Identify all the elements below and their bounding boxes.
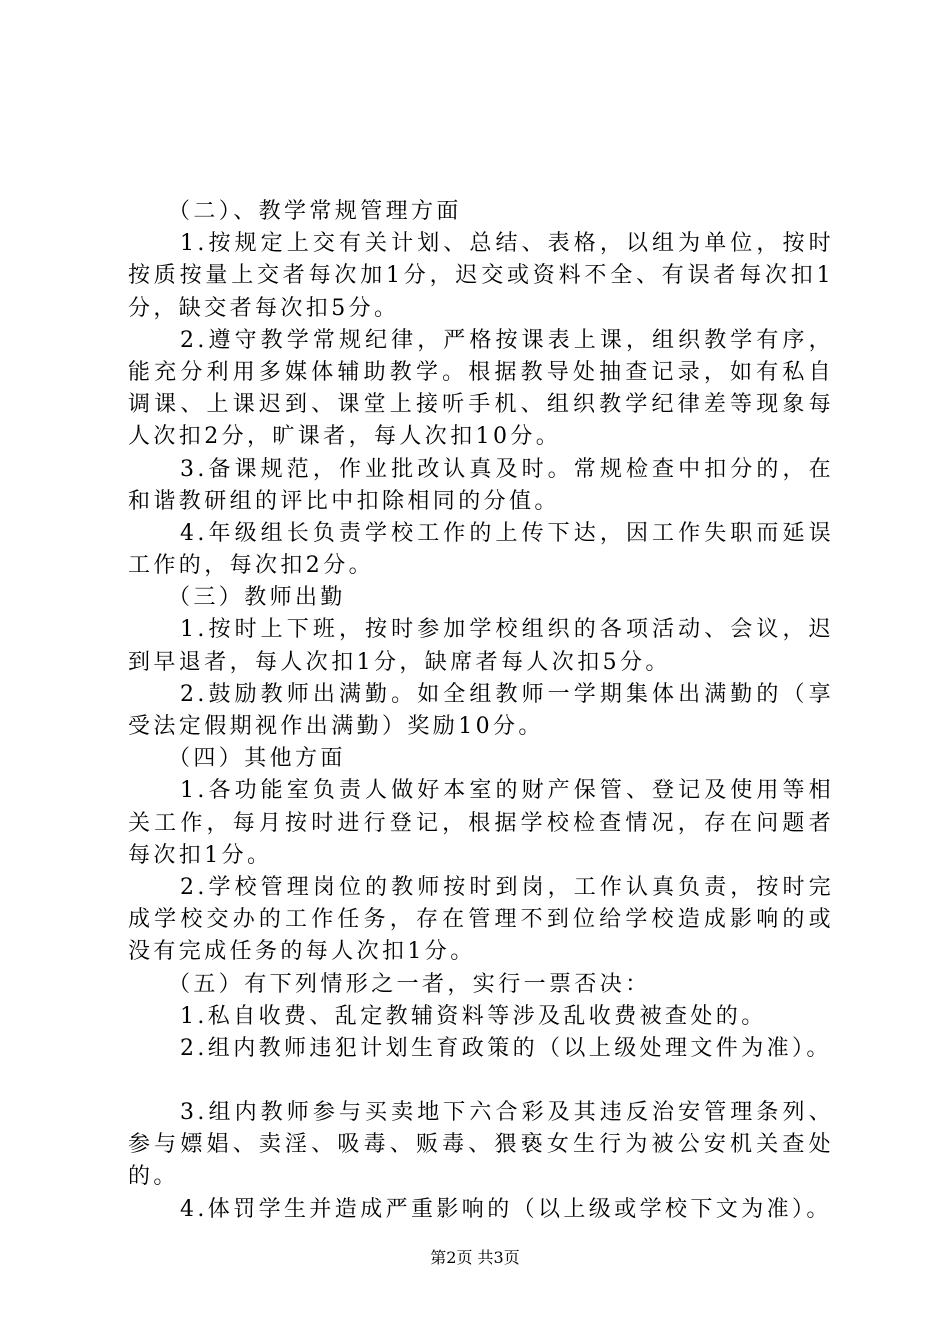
paragraph-line: 的。 [128, 1164, 179, 1190]
paragraph-line: 调课、上课迟到、课堂上接听手机、组织教学纪律差等现象每 [128, 392, 834, 418]
paragraph-line: 工作的，每次扣2分。 [128, 553, 374, 579]
paragraph-line: 按质按量上交者每次加1分，迟交或资料不全、有误者每次扣1 [128, 263, 834, 289]
paragraph-line: 每次扣1分。 [128, 842, 273, 868]
paragraph-line: 4.年级组长负责学校工作的上传下达，因工作失职而延误 [180, 520, 834, 546]
section-heading: （三）教师出勤 [168, 585, 346, 611]
document-body [128, 196, 834, 1226]
paragraph-line: 受法定假期视作出满勤）奖励10分。 [128, 714, 544, 739]
paragraph-line: 1.各功能室负责人做好本室的财产保管、登记及使用等相 [180, 778, 834, 804]
paragraph-line: 和谐教研组的评比中扣除相同的分值。 [128, 488, 560, 514]
paragraph-line: 人次扣2分，旷课者，每人次扣10分。 [128, 424, 562, 450]
paragraph-line: 2.学校管理岗位的教师按时到岗，工作认真负责，按时完 [180, 874, 834, 900]
paragraph-line: 3.备课规范，作业批改认真及时。常规检查中扣分的，在 [180, 456, 834, 482]
paragraph-line: 关工作，每月按时进行登记，根据学校检查情况，存在问题者 [128, 810, 834, 836]
paragraph-line: 到早退者，每人次扣1分，缺席者每人次扣5分。 [128, 649, 671, 675]
paragraph-line: 成学校交办的工作任务，存在管理不到位给学校造成影响的或 [128, 907, 834, 933]
section-heading: （四）其他方面 [168, 746, 346, 772]
paragraph-line: 3.组内教师参与买卖地下六合彩及其违反治安管理条列、 [180, 1100, 834, 1126]
paragraph-line: 没有完成任务的每人次扣1分。 [128, 939, 476, 965]
paragraph-line: 1.私自收费、乱定教辅资料等涉及乱收费被查处的。 [180, 1003, 767, 1029]
page-number: 第2页 共3页 [430, 1248, 520, 1267]
paragraph-line: 参与嫖娼、卖淫、吸毒、贩毒、猥亵女生行为被公安机关查处 [128, 1132, 834, 1158]
paragraph-line: 2.鼓励教师出满勤。如全组教师一学期集体出满勤的（享 [180, 681, 834, 707]
paragraph-line: 能充分利用多媒体辅助教学。根据教导处抽查记录，如有私自 [128, 359, 834, 385]
section-heading: （五）有下列情形之一者，实行一票否决： [168, 971, 651, 997]
paragraph-line: 4.体罚学生并造成严重影响的（以上级或学校下文为准）。 [180, 1196, 832, 1222]
paragraph-line: 2.遵守教学常规纪律，严格按课表上课，组织教学有序， [180, 327, 834, 353]
blank-line [128, 1065, 834, 1097]
paragraph-line: 2.组内教师违犯计划生育政策的（以上级处理文件为准）。 [180, 1035, 832, 1061]
section-heading: （二）、教学常规管理方面 [168, 199, 462, 224]
paragraph-line: 1.按时上下班，按时参加学校组织的各项活动、会议，迟 [180, 617, 834, 643]
paragraph-line: 分，缺交者每次扣5分。 [128, 295, 400, 321]
paragraph-line: 1.按规定上交有关计划、总结、表格，以组为单位，按时 [180, 231, 834, 257]
